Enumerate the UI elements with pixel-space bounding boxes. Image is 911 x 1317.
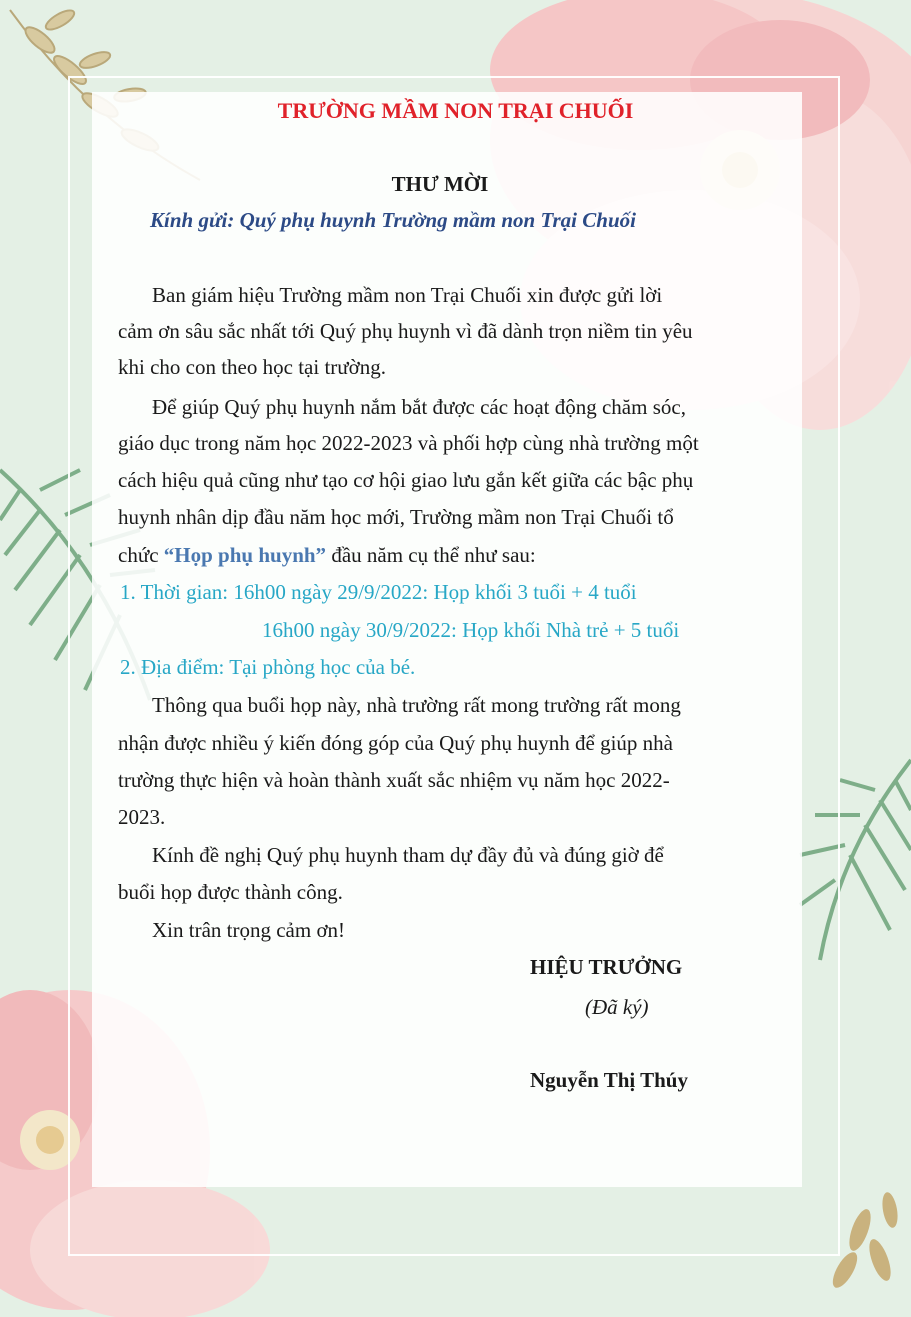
paragraph-1-line-2: cảm ơn sâu sắc nhất tới Quý phụ huynh vì đã dành trọn niềm tin yêu	[118, 319, 693, 343]
paragraph-2-line-4: huynh nhân dịp đầu năm học mới, Trường mầm non Trại Chuối tổ	[118, 505, 674, 529]
list-item-time-1: 1. Thời gian: 16h00 ngày 29/9/2022: Họp khối 3 tuổi + 4 tuổi	[120, 580, 637, 604]
paragraph-4-line-1: Kính đề nghị Quý phụ huynh tham dự đầy đủ và đúng giờ để	[152, 843, 664, 867]
paragraph-4-line-2: buổi họp được thành công.	[118, 880, 343, 904]
paragraph-3-line-4: 2023.	[118, 805, 166, 829]
paragraph-2-line-2: giáo dục trong năm học 2022-2023 và phối hợp cùng nhà trường một	[118, 431, 699, 455]
closing-thanks: Xin trân trọng cảm ơn!	[152, 918, 346, 942]
paragraph-2-line-1: Để giúp Quý phụ huynh nắm bắt được các hoạt động chăm sóc,	[152, 395, 686, 419]
paragraph-2-line-5	[118, 545, 536, 566]
school-name: TRƯỜNG MẦM NON TRẠI CHUỐI	[277, 98, 634, 123]
paragraph-2-line-5-pre: chức	[118, 543, 164, 567]
list-item-time-2: 16h00 ngày 30/9/2022: Họp khối Nhà trẻ + 5 tuổi	[262, 618, 680, 642]
greeting-line: Kính gửi: Quý phụ huynh Trường mầm non Trại Chuối	[150, 208, 636, 232]
paragraph-2-line-5-post: đầu năm cụ thể như sau:	[326, 543, 536, 567]
list-item-location: 2. Địa điểm: Tại phòng học của bé.	[120, 655, 416, 679]
paragraph-3-line-3: trường thực hiện và hoàn thành xuất sắc nhiệm vụ năm học 2022-	[118, 768, 670, 792]
signature-role: HIỆU TRƯỞNG	[530, 955, 683, 979]
signature-name: Nguyễn Thị Thúy	[530, 1068, 688, 1092]
signature-signed-note: (Đã ký)	[585, 995, 649, 1019]
paragraph-3-line-2: nhận được nhiều ý kiến đóng góp của Quý phụ huynh để giúp nhà	[118, 731, 673, 755]
paragraph-2-line-3: cách hiệu quả cũng như tạo cơ hội giao lưu gắn kết giữa các bậc phụ	[118, 468, 694, 492]
paragraph-1-line-1: Ban giám hiệu Trường mầm non Trại Chuối xin được gửi lời	[152, 283, 663, 307]
paragraph-1-line-3: khi cho con theo học tại trường.	[118, 355, 387, 379]
paragraph-3-line-1: Thông qua buổi họp này, nhà trường rất mong trường rất mong	[152, 693, 681, 717]
letter-title: THƯ MỜI	[391, 172, 489, 196]
meeting-highlight: “Họp phụ huynh”	[163, 543, 327, 567]
